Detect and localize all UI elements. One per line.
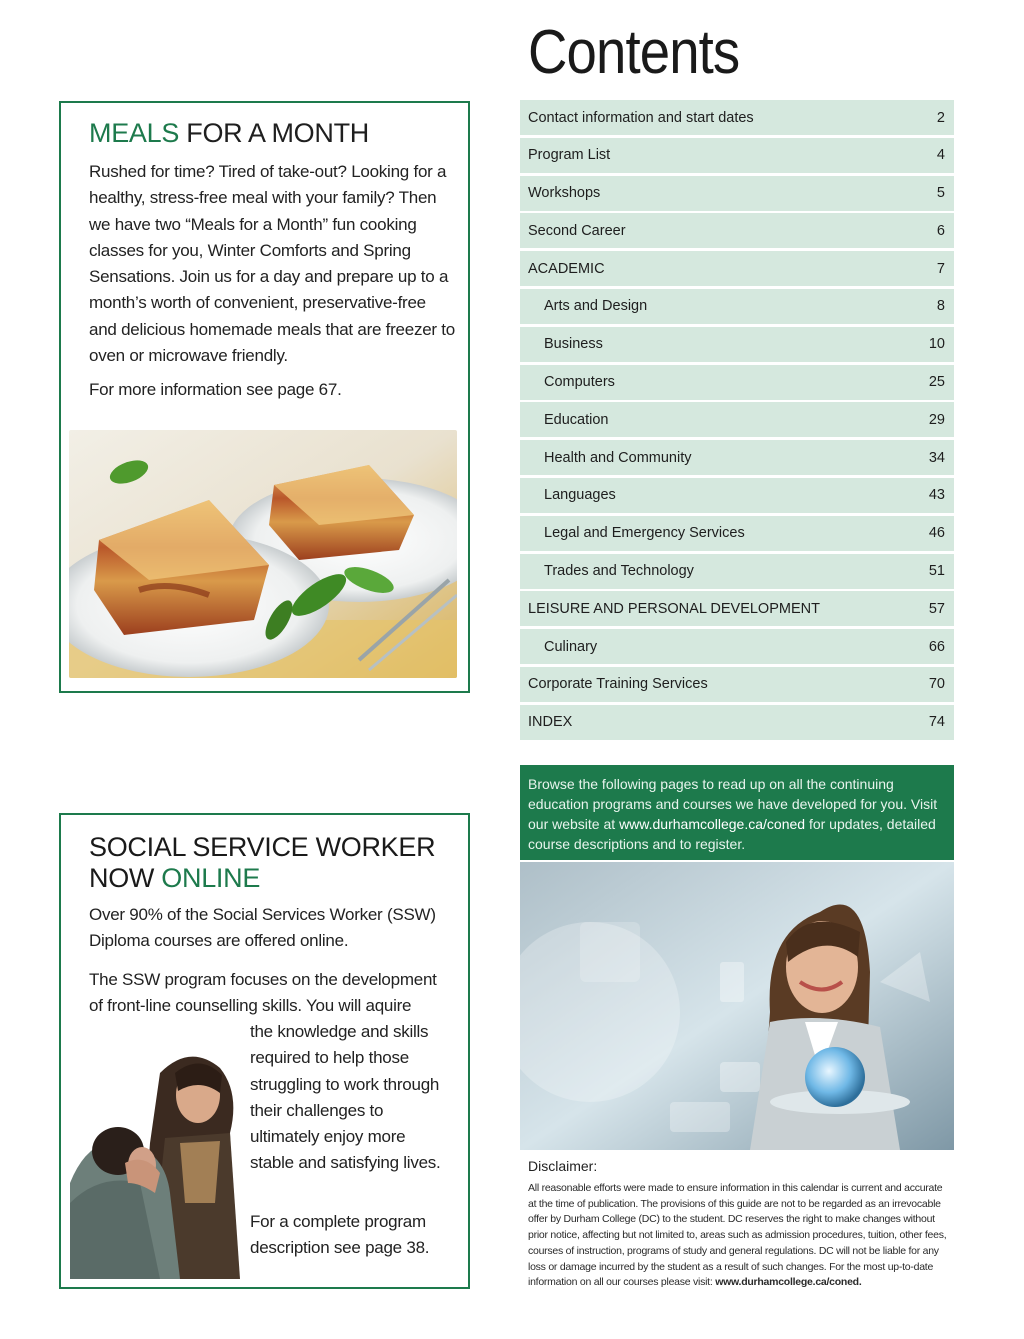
- toc-label: Business: [544, 336, 603, 353]
- meals-body: Rushed for time? Tired of take-out? Looking for a healthy, stress-free meal with your family? Then we have two “Meals for a Month” fun cooking classes for you, Winter Comforts and Spring Sensations. Join us for a day and prepare up to a month’s worth of convenient, preservative-free and delicious homemade meals that are freezer to oven or microwave friendly.: [89, 162, 455, 366]
- toc-page-number: 74: [928, 714, 945, 731]
- toc-page-number: 43: [928, 487, 945, 504]
- website-link[interactable]: www.durhamcollege.ca/coned: [619, 816, 806, 832]
- toc-row[interactable]: [520, 402, 954, 437]
- toc-page-number: 10: [928, 336, 945, 353]
- ssw-paragraph-1: Over 90% of the Social Services Worker (SSW) Diploma courses are offered online.: [89, 905, 436, 951]
- toc-label: Languages: [544, 487, 616, 504]
- toc-label: Computers: [544, 374, 615, 391]
- toc-row[interactable]: [520, 289, 954, 324]
- lasagna-photo-art: [69, 430, 457, 678]
- toc-label: INDEX: [528, 714, 573, 731]
- toc-label: Trades and Technology: [544, 563, 694, 580]
- toc-row[interactable]: [520, 516, 954, 551]
- intro-panel: Browse the following pages to read up on all the continuing education programs and courses we have developed for you. Visit our website at www.durhamcollege.ca/coned for updates, detailed course descriptions and to register.: [520, 765, 954, 860]
- disclaimer-body: All reasonable efforts were made to ensure information in this calendar is current and accurate at the time of publication. The provisions of this guide are not to be regarded as an irrevocable offer by Durham College (DC) to the student. DC reserves the right to make changes without prior notice, affecting but not limited to, areas such as admission procedures, tuition, other fees, courses of instruction, programs of study and general regulations. DC will not be liable for any loss or damage incurred by the student as a result of such changes. For the most up-to-date information on all our courses please visit: www.durhamcollege.ca/coned.: [528, 1182, 947, 1289]
- toc-label: Legal and Emergency Services: [544, 525, 745, 542]
- toc-row[interactable]: [520, 478, 954, 513]
- toc-row[interactable]: [520, 705, 954, 740]
- counselling-photo: [70, 1033, 240, 1279]
- toc-row[interactable]: [520, 667, 954, 702]
- toc-label: Workshops: [528, 185, 601, 202]
- toc-page-number: 46: [928, 525, 945, 542]
- toc-label: LEISURE AND PERSONAL DEVELOPMENT: [528, 600, 820, 617]
- toc-page-number: 57: [928, 600, 945, 617]
- ssw-paragraph-4: For a complete program description see page 38.: [250, 1212, 430, 1258]
- toc-row[interactable]: [520, 365, 954, 400]
- toc-label: Corporate Training Services: [528, 676, 708, 693]
- toc-label: Second Career: [528, 222, 626, 239]
- toc-page-number: 29: [928, 411, 945, 428]
- technology-woman-photo: [520, 862, 954, 1150]
- toc-page-number: 6: [936, 222, 945, 239]
- toc-row[interactable]: [520, 629, 954, 664]
- ssw-paragraph-3: the knowledge and skills required to help those struggling to work through their challenges to ultimately enjoy more stable and satisfying lives.: [250, 1022, 441, 1173]
- contents-title: Contents: [528, 18, 740, 87]
- toc-label: Health and Community: [544, 449, 692, 466]
- toc-label: Arts and Design: [544, 298, 648, 315]
- toc-row[interactable]: [520, 554, 954, 589]
- toc-page-number: 4: [936, 147, 945, 164]
- ssw-paragraph-2: The SSW program focuses on the development of front-line counselling skills. You will aquire: [89, 970, 437, 1016]
- toc-row[interactable]: [520, 327, 954, 362]
- toc-row[interactable]: [520, 176, 954, 211]
- meals-title: MEALS FOR A MONTH: [89, 118, 369, 148]
- meals-more-info: For more information see page 67.: [89, 380, 342, 399]
- ssw-title: SOCIAL SERVICE WORKER NOW ONLINE: [89, 832, 436, 893]
- toc-label: Culinary: [544, 638, 598, 655]
- toc-row[interactable]: [520, 138, 954, 173]
- toc-page-number: 51: [928, 563, 945, 580]
- disclaimer-link[interactable]: www.durhamcollege.ca/coned.: [715, 1276, 862, 1289]
- toc-label: Contact information and start dates: [528, 109, 754, 126]
- toc-page-number: 7: [936, 260, 945, 277]
- toc-page-number: 2: [936, 109, 945, 126]
- table-of-contents: [520, 100, 954, 743]
- toc-row[interactable]: [520, 251, 954, 286]
- toc-row[interactable]: [520, 100, 954, 135]
- disclaimer-title: Disclaimer:: [528, 1158, 598, 1174]
- toc-page-number: 66: [928, 638, 945, 655]
- toc-page-number: 34: [928, 449, 945, 466]
- toc-page-number: 5: [936, 185, 945, 202]
- lasagna-photo: [69, 430, 457, 678]
- toc-page-number: 8: [936, 298, 945, 315]
- toc-row[interactable]: [520, 440, 954, 475]
- technology-woman-photo-art: [520, 862, 954, 1150]
- toc-row[interactable]: [520, 213, 954, 248]
- counselling-photo-art: [70, 1033, 240, 1279]
- toc-page-number: 25: [928, 374, 945, 391]
- toc-label: Education: [544, 411, 609, 428]
- toc-label: ACADEMIC: [528, 260, 605, 277]
- toc-page-number: 70: [928, 676, 945, 693]
- toc-row[interactable]: [520, 591, 954, 626]
- toc-label: Program List: [528, 147, 611, 164]
